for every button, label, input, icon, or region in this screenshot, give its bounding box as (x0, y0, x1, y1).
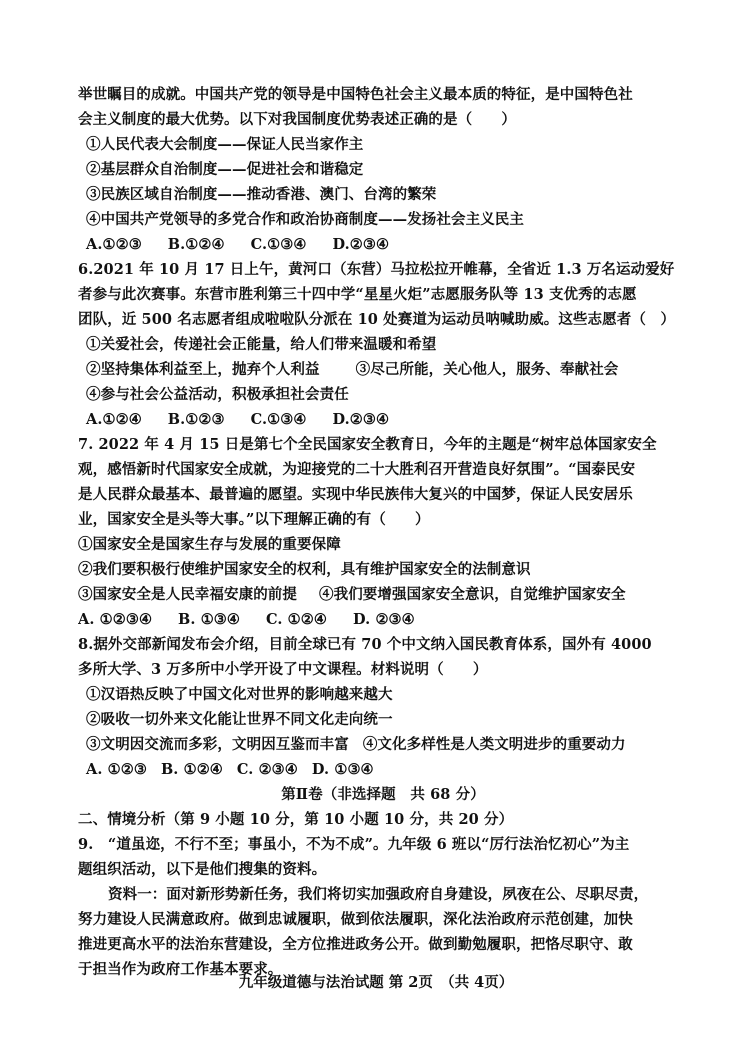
q7-item-3: ③国家安全是人民幸福安康的前提 (78, 586, 297, 603)
q5-item-1: ①人民代表大会制度——保证人民当家作主 (86, 136, 364, 153)
q6-options (78, 407, 688, 432)
q5-option-b: B.①②④ (167, 236, 225, 253)
q6-option-c: C.①③④ (250, 411, 307, 428)
section-heading: 二、情境分析（第 9 小题 10 分，第 10 小题 10 分，共 20 分） (78, 811, 514, 828)
q6-stem-line-3: 团队，近 500 名志愿者组成啦啦队分派在 10 处赛道为运动员呐喊助威。这些志愿者（ ） (78, 311, 676, 328)
q7-item-2: ②我们要积极行使维护国家安全的权利，具有维护国家安全的法制意识 (78, 561, 531, 578)
q8-options (78, 757, 688, 782)
q8-items-3-4 (78, 732, 688, 757)
q7-stem-line-2: 观，感悟新时代国家安全成就，为迎接党的二十大胜利召开营造良好氛围”。“国泰民安 (78, 461, 636, 478)
q5-item-3: ③民族区域自治制度——推动香港、澳门、台湾的繁荣 (86, 186, 437, 203)
q6-stem-line-1: 6.2021 年 10 月 17 日上午，黄河口（东营）马拉松拉开帷幕，全省近 1.3 万名运动爱好 (78, 261, 675, 278)
q7-stem-line-4: 业，国家安全是头等大事。”以下理解正确的有（ ） (78, 511, 430, 528)
q7-items-3-4 (78, 582, 688, 607)
q5-option-a: A.①②③ (86, 236, 142, 253)
q6-items-2-3 (78, 357, 688, 382)
q8-option-d: D. ①③④ (311, 761, 374, 778)
q8-item-1: ①汉语热反映了中国文化对世界的影响越来越大 (86, 686, 393, 703)
exam-page (78, 82, 688, 982)
q8-stem-line-1: 8.据外交部新闻发布会介绍，目前全球已有 70 个中文纳入国民教育体系，国外有 4000 (78, 636, 652, 653)
q8-option-a: A. ①②③ (86, 761, 147, 778)
q6-item-2: ②坚持集体利益至上，抛弃个人利益 (86, 361, 320, 378)
q7-option-b: B. ①③④ (178, 611, 240, 628)
q5-stem-line-1: 举世瞩目的成就。中国共产党的领导是中国特色社会主义最本质的特征，是中国特色社 (78, 86, 633, 103)
q6-option-d: D.②③④ (332, 411, 390, 428)
q9-stem-line-1: 9. “道虽迩，不行不至；事虽小，不为不成”。九年级 6 班以“厉行法治忆初心”为主 (78, 836, 630, 853)
q9-material-line-1: 资料一：面对新形势新任务，我们将切实加强政府自身建设，夙夜在公、尽职尽责， (108, 886, 649, 903)
page-footer: 九年级道德与法治试题 第 2页 （共 4页） (238, 974, 514, 991)
q5-item-2: ②基层群众自治制度——促进社会和谐稳定 (86, 161, 364, 178)
q7-options (78, 607, 688, 632)
q8-item-2: ②吸收一切外来文化能让世界不同文化走向统一 (86, 711, 393, 728)
section-title: 第Ⅱ卷（非选择题 共 68 分） (281, 786, 485, 803)
q8-option-c: C. ②③④ (236, 761, 298, 778)
q7-option-c: C. ①②④ (266, 611, 327, 628)
q6-stem-line-2: 者参与此次赛事。东营市胜利第三十四中学“星星火炬”志愿服务队等 13 支优秀的志愿 (78, 286, 637, 303)
q6-item-4: ④参与社会公益活动，积极承担社会责任 (86, 386, 349, 403)
q7-option-d: D. ②③④ (352, 611, 415, 628)
q9-stem-line-2: 题组织活动，以下是他们搜集的资料。 (78, 861, 327, 878)
q9-material-line-2: 努力建设人民满意政府。做到忠诚履职，做到依法履职，深化法治政府示范创建，加快 (78, 911, 633, 928)
q8-stem-line-2: 多所大学、3 万多所中小学开设了中文课程。材料说明（ ） (78, 661, 488, 678)
q9-material-line-3: 推进更高水平的法治东营建设，全方位推进政务公开。做到勤勉履职，把恪尽职守、敢 (78, 936, 633, 953)
q6-option-b: B.①②③ (167, 411, 225, 428)
q8-item-4: ④文化多样性是人类文明进步的重要动力 (362, 736, 626, 753)
q5-stem-line-2: 会主义制度的最大优势。以下对我国制度优势表述正确的是（ ） (78, 111, 516, 128)
q5-item-4: ④中国共产党领导的多党合作和政治协商制度——发扬社会主义民主 (86, 211, 524, 228)
q9-material-line-4: 于担当作为政府工作基本要求。 (78, 961, 283, 978)
q8-item-3: ③文明因交流而多彩，文明因互鉴而丰富 (86, 736, 349, 753)
q7-stem-line-1: 7. 2022 年 4 月 15 日是第七个全民国家安全教育日，今年的主题是“树牢总体国家安全 (78, 436, 657, 453)
q6-item-1: ①关爱社会，传递社会正能量，给人们带来温暖和希望 (86, 336, 437, 353)
q7-option-a: A. ①②③④ (78, 611, 153, 628)
q7-stem-line-3: 是人民群众最基本、最普遍的愿望。实现中华民族伟大复兴的中国梦，保证人民安居乐 (78, 486, 633, 503)
q5-options (78, 232, 688, 257)
q8-option-b: B. ①②④ (160, 761, 223, 778)
q5-option-d: D.②③④ (332, 236, 390, 253)
q6-option-a: A.①②④ (86, 411, 142, 428)
q7-item-1: ①国家安全是国家生存与发展的重要保障 (78, 536, 341, 553)
q6-item-3: ③尽己所能，关心他人，服务、奉献社会 (355, 361, 619, 378)
q5-option-c: C.①③④ (250, 236, 307, 253)
q7-item-4: ④我们要增强国家安全意识，自觉维护国家安全 (319, 586, 626, 603)
